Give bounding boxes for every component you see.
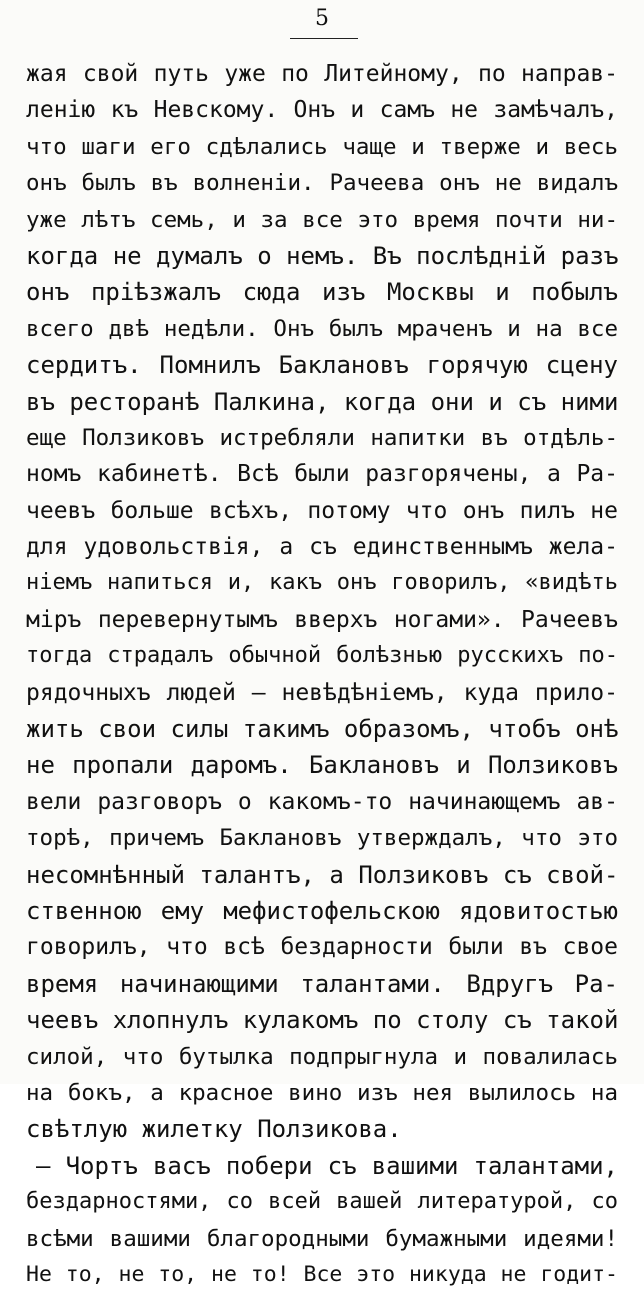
text-line: на бокъ, а красное вино изъ нея вылилось на [26,1079,618,1106]
text-line: еще Ползиковъ истребляли напитки въ отдѣль- [26,424,618,451]
text-line: тогда страдалъ обычной болѣзнью русскихъ по- [26,643,618,669]
page-number: 5 [315,6,329,31]
text-line: онъ пріѣзжалъ сюда изъ Москвы и побылъ [26,278,618,307]
text-line: вели разговоръ о какомъ-то начинающемъ ав- [26,788,618,815]
text-line: свѣтлую жилетку Ползикова. [26,1115,402,1144]
text-line: рядочныхъ людей — невѣдѣніемъ, куда прило- [26,679,618,706]
text-line: не пропали даромъ. Баклановъ и Ползиковъ [26,751,618,780]
text-line: всего двѣ недѣли. Онъ былъ мраченъ и на все [26,315,618,342]
text-line: ніемъ напиться и, какъ онъ говорилъ, «видѣть [26,570,618,596]
text-line: Не то, не то, не то! Все это никуда не годит- [26,1261,618,1287]
header-rule [290,38,358,39]
text-line: ственною ему мефистофельскою ядовитостью [26,896,618,925]
text-line: въ ресторанѣ Палкина, когда они и съ ними [26,387,618,416]
text-line: уже лѣтъ семь, и за все это время почти ни- [26,206,618,233]
text-line: бездарностями, со всей вашей литературой, со [26,1189,618,1215]
text-line: жить свои силы такимъ образомъ, чтобъ онѣ [26,715,618,744]
text-line: всѣми вашими благородными бумажными идеями! [26,1225,618,1252]
text-line: номъ кабинетѣ. Всѣ были разгорячены, а Ра- [26,461,618,488]
text-line: время начинающими талантами. Вдругъ Ра- [26,969,618,998]
body-text [26,56,618,1293]
text-line: говорилъ, что всѣ бездарности были въ свое [26,934,618,961]
text-line: міръ перевернутымъ вверхъ ногами». Рачеевъ [26,606,618,633]
text-line: чеевъ больше всѣхъ, потому что онъ пилъ не [26,497,618,524]
text-line: жая свой путь уже по Литейному, по направ- [26,61,618,87]
text-line: для удовольствія, а съ единственнымъ жела- [26,534,618,561]
text-line: чеевъ хлопнулъ кулакомъ по столу съ такой [26,1006,618,1035]
text-line: сердитъ. Помнилъ Баклановъ горячую сцену [26,351,618,380]
text-line: когда не думалъ о немъ. Въ послѣдній разъ [26,241,618,270]
text-line: ленію къ Невскому. Онъ и самъ не замѣчалъ, [26,97,618,124]
text-line: силой, что бутылка подпрыгнула и повалилась [26,1043,618,1070]
text-line: несомнѣнный талантъ, а Ползиковъ съ свой- [26,860,618,889]
text-line: онъ былъ въ волненіи. Рачеева онъ не видалъ [26,170,618,197]
text-line: что шаги его сдѣлались чаще и тверже и весь [26,133,618,160]
text-line: торѣ, причемъ Баклановъ утверждалъ, что это [26,825,618,852]
text-line: — Чортъ васъ побери съ вашими талантами, [36,1151,618,1180]
